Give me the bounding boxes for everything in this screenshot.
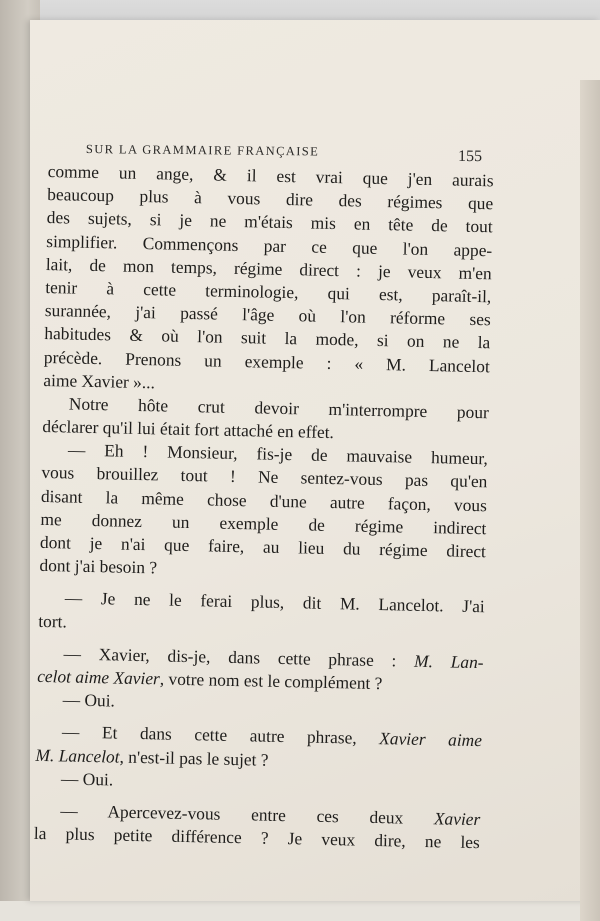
text-line: — Oui. [62, 689, 116, 711]
italic-text: M. Lan- [413, 650, 484, 672]
text-span: — Et dans cette autre phrase, [61, 721, 380, 749]
text-line: — Je ne le ferai plus, dit M. Lancelot. J'ai [64, 587, 485, 617]
text-line: déclarer qu'il lui était fort attaché en effet. [42, 416, 335, 443]
text-line: dont j'ai besoin ? [39, 555, 158, 578]
body-text [34, 160, 494, 854]
text-line: tenir à cette terminologie, qui est, paraît-il, [45, 276, 492, 307]
page-number: 155 [457, 147, 483, 166]
text-line: la plus petite différence ? Je veux dire, ne les [33, 822, 481, 853]
text-line: disant la même chose d'une autre façon, vous [40, 485, 488, 515]
text-span: — Xavier, dis-je, dans cette phrase : [63, 643, 415, 671]
text-span: , votre nom est le complément ? [159, 668, 383, 694]
text-line: habitudes & où l'on suit la mode, si on ne la [44, 323, 491, 353]
text-line: Notre hôte crut devoir m'interrompre pour [68, 393, 490, 423]
text-line: comme un ange, & il est vrai que j'en aurais [47, 160, 494, 191]
running-head: SUR LA GRAMMAIRE FRANÇAISE [85, 142, 320, 159]
italic-text: Xavier [433, 808, 481, 830]
italic-text: celot aime Xavier [36, 665, 161, 689]
text-line: dont je n'ai que faire, au lieu du régime direct [39, 531, 487, 562]
text-line: simplifier. Commençons par ce que l'on appe- [46, 230, 493, 260]
text-line: me donnez un exemple de régime indirect [40, 508, 487, 539]
text-line: surannée, j'ai passé l'âge où l'on réforme ses [44, 300, 491, 330]
italic-text: Xavier aime [379, 728, 483, 751]
text-line: — Eh ! Monsieur, fis-je de mauvaise humeur, [67, 439, 489, 469]
italic-text: M. Lancelot [35, 744, 120, 767]
text-line: des sujets, si je ne m'étais mis en tête de tout [46, 207, 493, 237]
text-line: précède. Prenons un exemple : « M. Lancelot [43, 346, 490, 376]
text-line: — Oui. [60, 768, 114, 790]
text-line: beaucoup plus à vous dire des régimes que [47, 184, 494, 214]
page-stack-edge [580, 80, 600, 921]
text-line: vous brouillez tout ! Ne sentez-vous pas qu'en [41, 462, 488, 492]
text-span: — Apercevez-vous entre ces deux [60, 800, 435, 829]
text-line: tort. [38, 610, 68, 632]
text-span: , n'est-il pas le sujet ? [119, 746, 269, 770]
text-line: lait, de mon temps, régime direct : je veux m'en [45, 253, 492, 284]
text-line: aime Xavier »... [43, 369, 156, 392]
